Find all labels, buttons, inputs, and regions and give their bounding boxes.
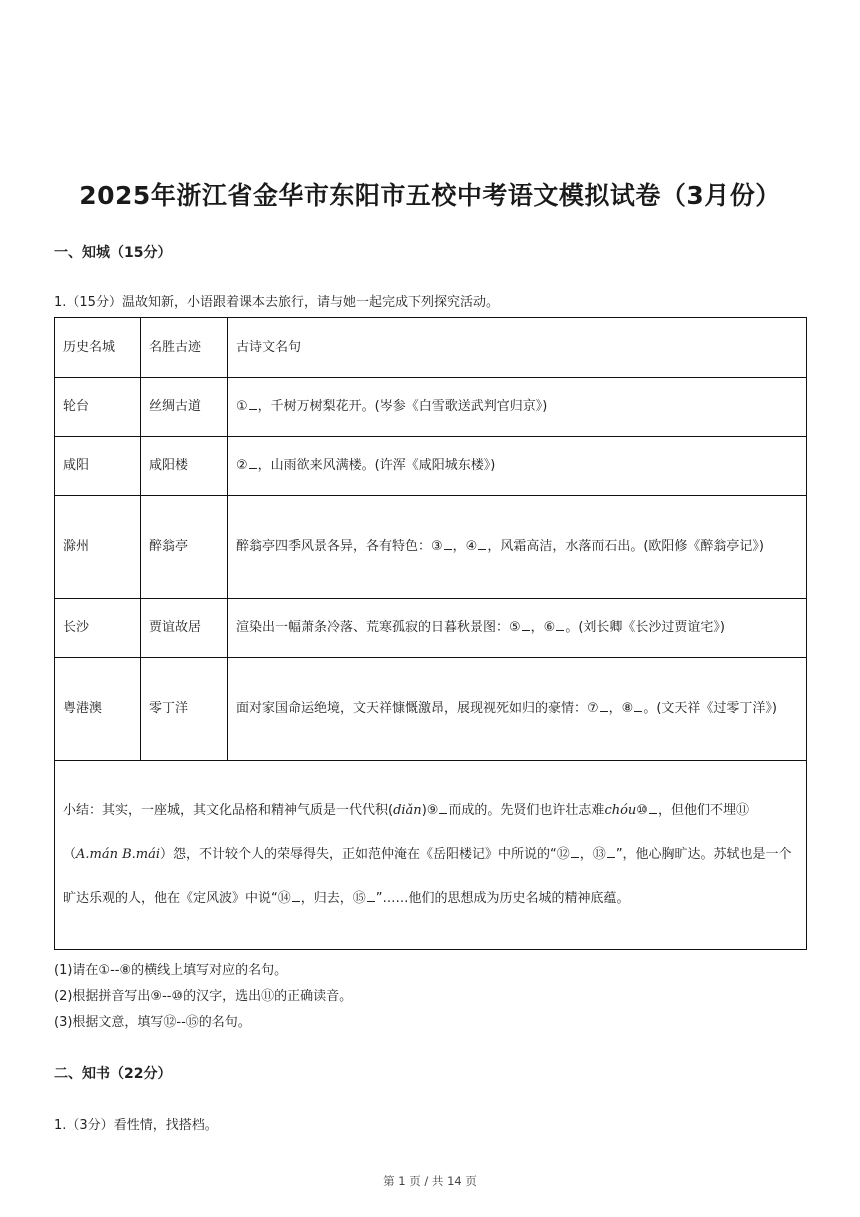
table-row <box>55 496 807 599</box>
cell-city: 粤港澳 <box>55 658 141 761</box>
answer-blank[interactable] <box>367 889 375 902</box>
cell-poem <box>228 378 807 437</box>
cell-poem <box>228 658 807 761</box>
poem-text: ① <box>236 399 248 414</box>
cell-city: 轮台 <box>55 378 141 437</box>
table-row <box>55 378 807 437</box>
exploration-table <box>54 317 807 950</box>
poem-text: 。(刘长卿《长沙过贾谊宅》) <box>565 620 725 635</box>
sub-question-3: (3)根据文意，填写⑫--⑮的名句。 <box>54 1015 251 1030</box>
cell-poem <box>228 437 807 496</box>
answer-blank[interactable] <box>607 845 615 858</box>
summary-text: )⑨ <box>421 803 439 818</box>
answer-blank[interactable] <box>571 845 579 858</box>
poem-text: 醉翁亭四季风景各异，各有特色：③ <box>236 539 443 554</box>
answer-blank[interactable] <box>649 801 657 814</box>
summary-cell <box>55 761 807 950</box>
summary-text: 小结：其实，一座城，其文化品格和精神气质是一代代积( <box>63 803 394 818</box>
pinyin-options: A.mán B.mái <box>76 847 161 862</box>
sub-question-1: (1)请在①--⑧的横线上填写对应的名句。 <box>54 963 288 978</box>
poem-text: ，④ <box>452 539 478 554</box>
summary-text: ，⑬ <box>579 847 606 862</box>
cell-site: 咸阳楼 <box>141 437 228 496</box>
header-city: 历史名城 <box>55 318 141 378</box>
header-site: 名胜古迹 <box>141 318 228 378</box>
table-row <box>55 658 807 761</box>
answer-blank[interactable] <box>600 699 608 712</box>
poem-text: ，山雨欲来风满楼。(许浑《咸阳城东楼》) <box>257 458 496 473</box>
poem-text: ，⑧ <box>608 701 634 716</box>
header-poem: 古诗文名句 <box>228 318 807 378</box>
cell-site: 丝绸古道 <box>141 378 228 437</box>
question-1 <box>54 291 499 310</box>
cell-site: 贾谊故居 <box>141 599 228 658</box>
summary-text: ，归去，⑮ <box>300 891 366 906</box>
pinyin: diǎn <box>393 803 422 818</box>
table-row <box>55 437 807 496</box>
summary-text: ”，他心胸旷达。苏轼也是一个旷达乐观的人，他在《定风波》中说“⑭ <box>63 847 792 906</box>
pinyin: chóu <box>604 803 637 818</box>
cell-site: 醉翁亭 <box>141 496 228 599</box>
cell-poem <box>228 599 807 658</box>
poem-text: ，千树万树梨花开。(岑参《白雪歌送武判官归京》) <box>257 399 548 414</box>
question-2 <box>54 1114 218 1133</box>
poem-text: 面对家国命运绝境，文天祥慷慨激昂，展现视死如归的豪情：⑦ <box>236 701 599 716</box>
summary-text: 而成的。先贤们也许壮志难 <box>448 803 605 818</box>
answer-blank[interactable] <box>478 537 486 550</box>
table-row <box>55 599 807 658</box>
poem-text: ② <box>236 458 248 473</box>
section-heading-1: 一、知城（15分） <box>54 245 172 261</box>
page-title: 2025年浙江省金华市东阳市五校中考语文模拟试卷（3月份） <box>79 181 781 210</box>
question-1-prefix: 1.（15分） <box>54 295 122 310</box>
answer-blank[interactable] <box>249 397 257 410</box>
answer-blank[interactable] <box>292 889 300 902</box>
table-header-row <box>55 318 807 378</box>
answer-blank[interactable] <box>522 618 530 631</box>
summary-text: ”……他们的思想成为历史名城的精神底蕴。 <box>375 891 630 906</box>
cell-site: 零丁洋 <box>141 658 228 761</box>
section-heading-2: 二、知书（22分） <box>54 1066 172 1082</box>
poem-text: ，风霜高洁，水落而石出。(欧阳修《醉翁亭记》) <box>487 539 764 554</box>
summary-text: ）怨，不计较个人的荣辱得失，正如范仲淹在《岳阳楼记》中所说的“⑫ <box>160 847 570 862</box>
poem-text: ，⑥ <box>530 620 556 635</box>
page-footer: 第 1 页 / 共 14 页 <box>383 1174 477 1188</box>
question-2-prefix: 1.（3分） <box>54 1118 114 1133</box>
answer-blank[interactable] <box>249 456 257 469</box>
answer-blank[interactable] <box>439 801 447 814</box>
cell-city: 长沙 <box>55 599 141 658</box>
answer-blank[interactable] <box>444 537 452 550</box>
summary-text: ⑩ <box>636 803 648 818</box>
cell-city: 滁州 <box>55 496 141 599</box>
question-1-text: 温故知新，小语跟着课本去旅行，请与她一起完成下列探究活动。 <box>121 295 499 310</box>
sub-question-2: (2)根据拼音写出⑨--⑩的汉字，选出⑪的正确读音。 <box>54 989 353 1004</box>
poem-text: 渲染出一幅萧条冷落、荒寒孤寂的日暮秋景图：⑤ <box>236 620 521 635</box>
summary-text: ，但他们不埋⑪（ <box>63 803 749 862</box>
cell-poem <box>228 496 807 599</box>
poem-text: 。(文天祥《过零丁洋》) <box>643 701 777 716</box>
answer-blank[interactable] <box>634 699 642 712</box>
answer-blank[interactable] <box>556 618 564 631</box>
question-2-text: 看性情，找搭档。 <box>113 1118 218 1133</box>
summary-row <box>55 761 807 950</box>
cell-city: 咸阳 <box>55 437 141 496</box>
